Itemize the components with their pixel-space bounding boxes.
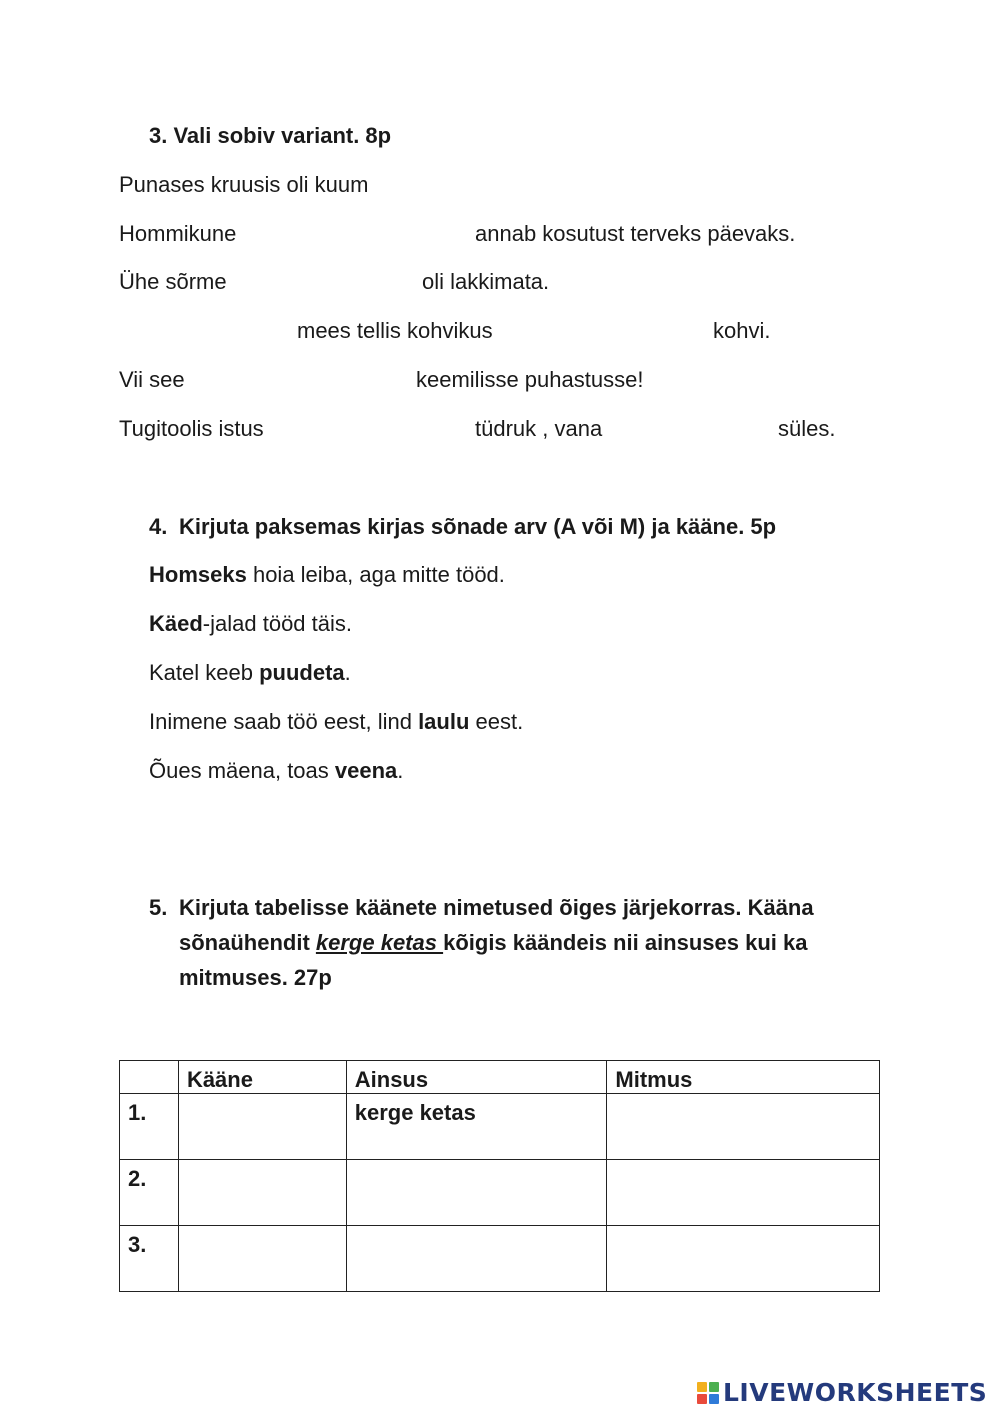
ex3-line-5-part-2: keemilisse puhastusse! bbox=[416, 367, 644, 392]
ex5-title bbox=[179, 890, 879, 995]
table-header-cell: Kääne bbox=[178, 1061, 346, 1094]
logo-square bbox=[709, 1394, 719, 1404]
ex5-title-text: Kirjuta tabelisse käänete nimetused õiges järjekorras. Kääna sõnaühendit bbox=[179, 895, 814, 955]
plural-cell[interactable] bbox=[607, 1094, 880, 1160]
ex3-line-6-part-1: Tugitoolis istus bbox=[119, 416, 264, 441]
table-header-cell: Ainsus bbox=[346, 1061, 607, 1094]
logo-text: LIVEWORKSHEETS bbox=[723, 1378, 988, 1407]
liveworksheets-logo bbox=[697, 1378, 987, 1407]
ex3-line-6-part-3: süles. bbox=[778, 416, 836, 441]
sentence-text: . bbox=[344, 660, 351, 685]
table-header-cell bbox=[120, 1061, 179, 1094]
case-table bbox=[119, 1060, 880, 1292]
ex3-line-1: Punases kruusis oli kuum bbox=[119, 172, 369, 197]
bold-word: veena bbox=[334, 758, 398, 783]
sentence-text: Katel keeb bbox=[149, 660, 260, 685]
sentence-text: . bbox=[397, 758, 404, 783]
ex5-number: 5. bbox=[149, 895, 168, 920]
ex4-sentence-5 bbox=[149, 760, 403, 782]
sentence-text: eest. bbox=[469, 709, 524, 734]
ex3-line-2-part-2: annab kosutust terveks päevaks. bbox=[475, 221, 796, 246]
row-number: 2. bbox=[120, 1160, 179, 1226]
sentence-text: -jalad tööd täis. bbox=[202, 611, 352, 636]
ex5-phrase: kerge ketas bbox=[315, 930, 444, 955]
plural-cell[interactable] bbox=[607, 1226, 880, 1292]
singular-cell[interactable] bbox=[346, 1160, 607, 1226]
singular-cell: kerge ketas bbox=[346, 1094, 607, 1160]
row-number: 3. bbox=[120, 1226, 179, 1292]
ex4-number: 4. bbox=[149, 514, 168, 539]
ex3-line-5-part-1: Vii see bbox=[119, 367, 185, 392]
ex3-line-4-part-2: kohvi. bbox=[713, 318, 771, 343]
ex3-heading: 3. Vali sobiv variant. 8p bbox=[149, 123, 392, 148]
ex4-sentence-2 bbox=[149, 613, 352, 635]
table-header-cell: Mitmus bbox=[607, 1061, 880, 1094]
table-row bbox=[120, 1160, 880, 1226]
logo-square bbox=[697, 1394, 707, 1404]
bold-word: Käed bbox=[149, 611, 203, 636]
row-number: 1. bbox=[120, 1094, 179, 1160]
bold-word: puudeta bbox=[259, 660, 345, 685]
sentence-text: Inimene saab töö eest, lind bbox=[149, 709, 419, 734]
ex5-title-text: kõigis käändeis nii ainsuses kui ka mitmuses. 27p bbox=[179, 930, 808, 990]
case-name-cell[interactable] bbox=[178, 1226, 346, 1292]
logo-square bbox=[697, 1382, 707, 1392]
logo-square bbox=[709, 1382, 719, 1392]
bold-word: Homseks bbox=[149, 562, 247, 587]
ex3-line-3-part-1: Ühe sõrme bbox=[119, 269, 227, 294]
ex4-heading bbox=[149, 516, 776, 538]
table-row bbox=[120, 1094, 880, 1160]
ex3-line-4-part-1: mees tellis kohvikus bbox=[297, 318, 493, 343]
ex4-sentence-3 bbox=[149, 662, 351, 684]
ex3-line-3-part-2: oli lakkimata. bbox=[422, 269, 550, 294]
logo-grid-icon bbox=[697, 1382, 719, 1404]
ex4-sentence-1 bbox=[149, 564, 505, 586]
singular-cell[interactable] bbox=[346, 1226, 607, 1292]
plural-cell[interactable] bbox=[607, 1160, 880, 1226]
sentence-text: hoia leiba, aga mitte tööd. bbox=[246, 562, 505, 587]
ex3-line-2-part-1: Hommikune bbox=[119, 221, 237, 246]
ex4-title: Kirjuta paksemas kirjas sõnade arv (A või M) ja kääne. 5p bbox=[179, 514, 777, 539]
bold-word: laulu bbox=[418, 709, 470, 734]
case-name-cell[interactable] bbox=[178, 1094, 346, 1160]
sentence-text: Õues mäena, toas bbox=[149, 758, 335, 783]
ex3-line-6-part-2: tüdruk , vana bbox=[475, 416, 603, 441]
table-row bbox=[120, 1226, 880, 1292]
ex4-sentence-4 bbox=[149, 711, 523, 733]
table-header-row bbox=[120, 1061, 880, 1094]
case-name-cell[interactable] bbox=[178, 1160, 346, 1226]
